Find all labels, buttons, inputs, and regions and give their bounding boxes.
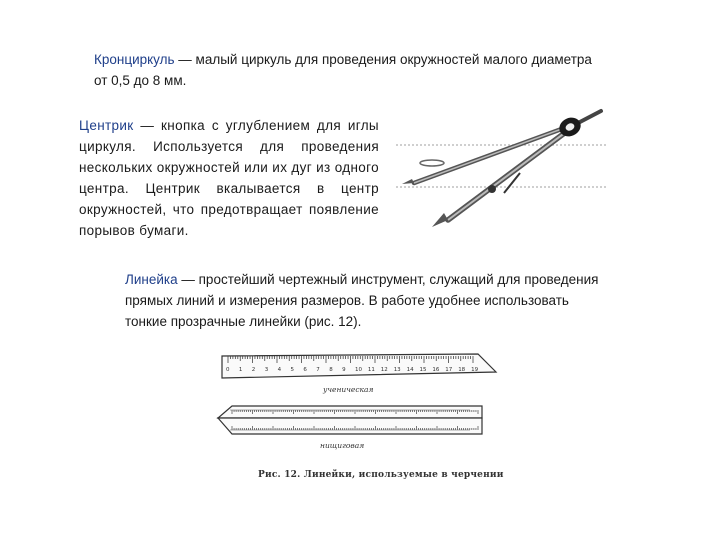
definition-lineika: — простейший чертежный инструмент, служащий для проведения прямых линий и измерения размеров. В работе удобнее использовать тонкие прозрачные линейки (рис. 12).: [125, 272, 599, 329]
ruler-number: 15: [419, 367, 427, 373]
compass-illustration: [396, 105, 608, 229]
triangular-ruler-bottom: [218, 418, 482, 434]
triangular-ruler-top: [218, 406, 482, 418]
ruler-top-label: ученическая: [323, 385, 374, 394]
ruler-number: 6: [303, 367, 307, 373]
paragraph-centrik: [79, 115, 379, 241]
ruler-number: 1: [238, 367, 243, 373]
ruler-number: 5: [290, 367, 294, 373]
term-centrik: Центрик: [79, 118, 134, 133]
ruler-number: 7: [316, 367, 320, 373]
definition-kroncirkul: — малый циркуль для проведения окружностей малого диаметра от 0,5 до 8 мм.: [94, 52, 592, 88]
ruler-number: 10: [355, 367, 362, 373]
ruler-number: 16: [432, 367, 440, 373]
ruler-number: 0: [226, 367, 230, 373]
rulers-illustration: [210, 348, 500, 483]
ruler-number: 11: [367, 367, 375, 373]
term-lineika: Линейка: [125, 272, 178, 287]
ruler-number: 3: [264, 367, 269, 373]
school-ruler: [222, 354, 496, 378]
term-kroncirkul: Кронциркуль: [94, 52, 175, 67]
paragraph-kroncirkul: [94, 49, 594, 91]
ruler-bottom-label: нищиговая: [320, 441, 365, 450]
figure-caption: Рис. 12. Линейки, используемые в черчении: [258, 470, 504, 480]
ruler-number: 9: [342, 367, 346, 373]
ruler-number: 18: [458, 367, 466, 373]
ruler-number: 8: [329, 367, 333, 373]
ruler-number: 14: [406, 367, 414, 373]
ruler-number: 4: [277, 367, 282, 373]
ruler-number: 12: [380, 367, 388, 373]
ruler-number: 13: [393, 367, 401, 373]
ruler-number: 2: [251, 367, 256, 373]
paragraph-lineika: [125, 269, 605, 332]
definition-centrik: — кнопка с углублением для иглы циркуля. Используется для проведения нескольких окружностей или их дуг из одного центра. Центрик вкалывается в центр окружностей, что предотвращает появление порывов бумаги.: [79, 118, 379, 238]
ruler-number: 17: [445, 367, 453, 373]
ruler-number: 19: [471, 367, 479, 373]
